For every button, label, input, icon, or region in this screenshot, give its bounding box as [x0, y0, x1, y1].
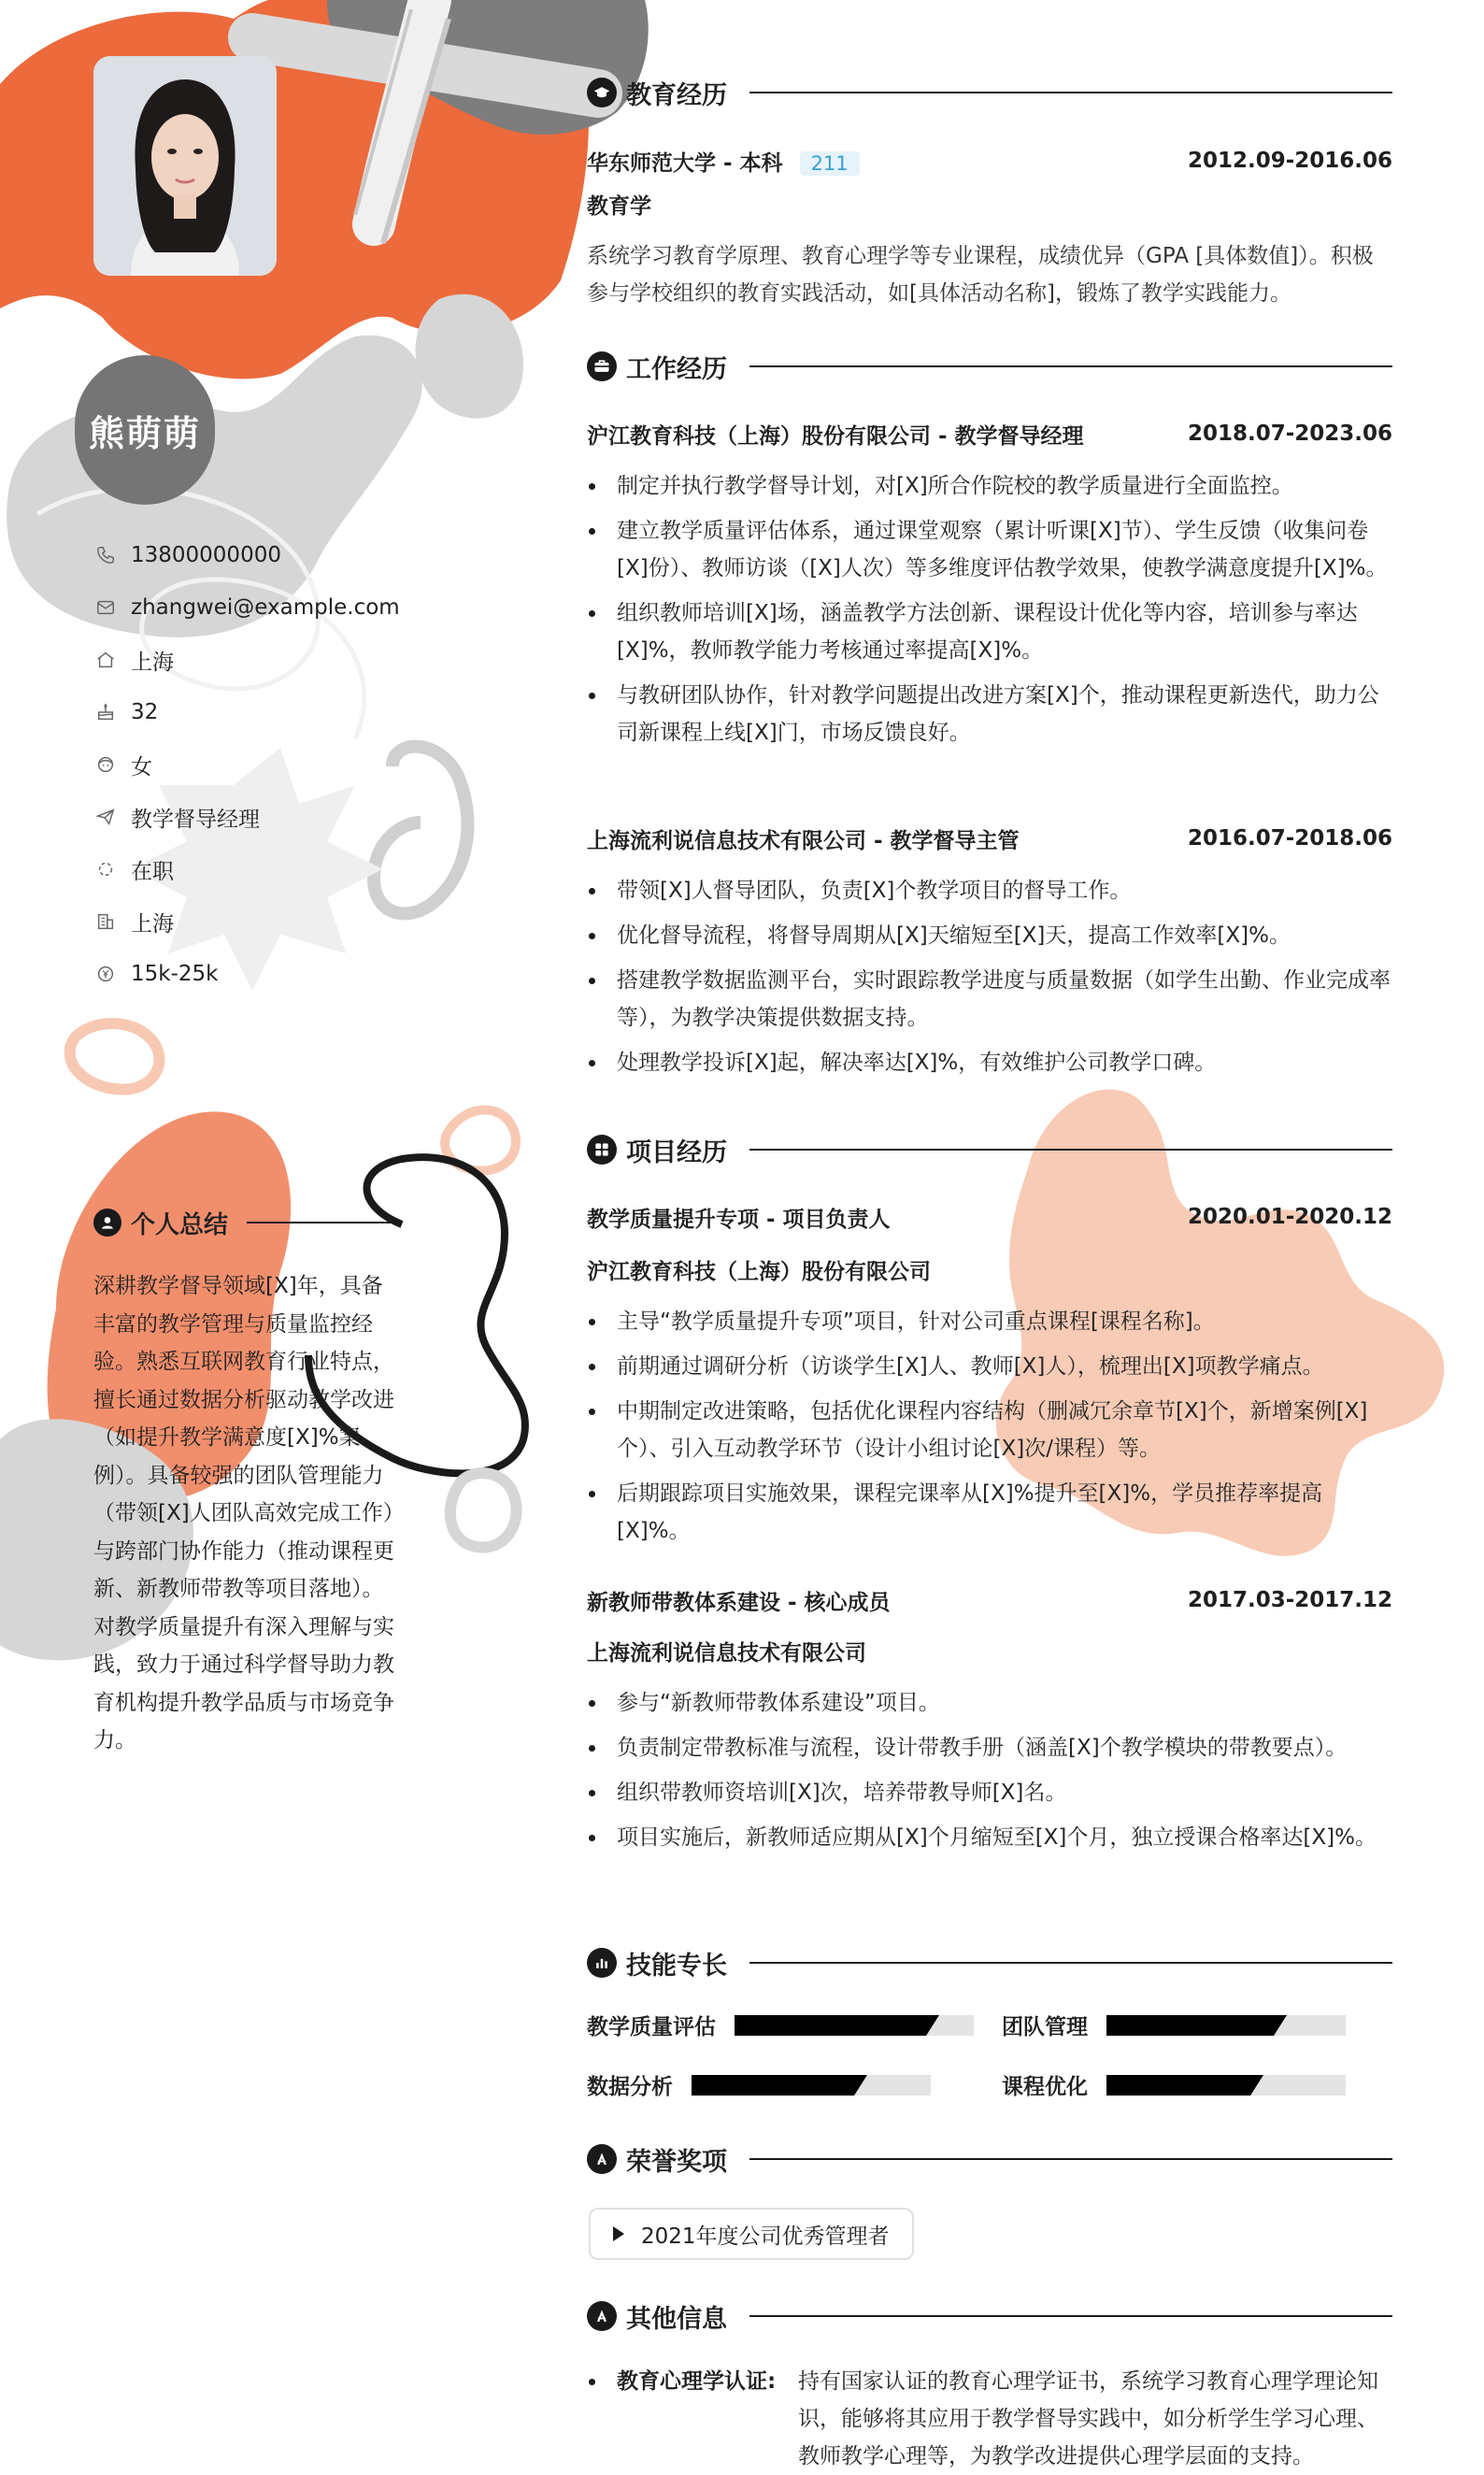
contact-phone: [93, 529, 430, 581]
skill-name: 团队管理: [1002, 2015, 1088, 2039]
list-item: 参与“新教师带教体系建设”项目。: [587, 1684, 1392, 1722]
education-school-wrap: [587, 146, 860, 177]
contact-salary: [93, 948, 430, 1000]
skill-fill: [1106, 2015, 1274, 2036]
project-1-bullets: [587, 1303, 1392, 1557]
education-header: [587, 73, 1392, 112]
education-title: 教育经历: [626, 80, 727, 110]
skill-item: [587, 2069, 931, 2100]
contact-city-value: 上海: [131, 911, 174, 937]
list-item: 负责制定带教标准与流程，设计带教手册（涵盖[X]个教学模块的带教要点）。: [587, 1729, 1392, 1767]
contact-list: [93, 529, 430, 1000]
education-date: 2012.09-2016.06: [1187, 149, 1392, 173]
contact-city: [93, 895, 430, 948]
education-school: 华东师范大学 - 本科: [587, 150, 783, 176]
skill-fill: [692, 2075, 854, 2096]
list-item: 制定并执行教学督导计划，对[X]所合作院校的教学质量进行全面监控。: [587, 467, 1392, 505]
skill-fill: [735, 2015, 926, 2036]
education-row: [587, 142, 1392, 179]
award-label: 2021年度公司优秀管理者: [641, 2224, 890, 2249]
contact-gender-value: 女: [131, 754, 152, 780]
contact-salary-value: 15k-25k: [131, 962, 219, 986]
awards-header: [587, 2139, 1392, 2179]
other-title: 其他信息: [626, 2304, 727, 2334]
graduation-cap-icon: [587, 78, 617, 107]
contact-age-value: 32: [131, 700, 159, 724]
contact-email: [93, 581, 430, 634]
skill-item: [587, 2010, 974, 2040]
skill-bar: [1106, 2075, 1346, 2096]
phone-icon: [93, 543, 118, 567]
other-label: 教育心理学认证:: [617, 2369, 777, 2394]
list-item: 搭建教学数据监测平台，实时跟踪教学进度与质量数据（如学生出勤、作业完成率等），为教学决策提供数据支持。: [587, 962, 1392, 1037]
list-item: 前期通过调研分析（访谈学生[X]人、教师[X]人），梳理出[X]项教学痛点。: [587, 1348, 1392, 1385]
skill-bar: [735, 2015, 974, 2036]
cake-icon: [93, 700, 118, 724]
project-2-row: [587, 1581, 1392, 1619]
skill-bar: [692, 2075, 931, 2096]
contact-status: [93, 843, 430, 895]
list-item: 优化督导流程，将督导周期从[X]天缩短至[X]天，提高工作效率[X]%。: [587, 917, 1392, 954]
avatar-photo: [93, 56, 277, 276]
user-icon: [93, 1209, 121, 1237]
projects-divider: [749, 1149, 1392, 1151]
skills-header: [587, 1943, 1392, 1982]
job-1-bullets: [587, 467, 1392, 759]
contact-email-value: zhangwei@example.com: [131, 595, 400, 620]
skills-title: 技能专长: [626, 1951, 727, 1981]
peach-ring-left: [70, 1023, 160, 1090]
summary-title: 个人总结: [131, 1210, 229, 1239]
gray-oval: [450, 1473, 517, 1547]
projects-title: 项目经历: [626, 1137, 727, 1167]
summary-text: 深耕教学督导领域[X]年，具备丰富的教学管理与质量监控经验。熟悉互联网教育行业特点，擅长通过数据分析驱动教学改进（如提升教学满意度[X]%案例）。具备较强的团队管理能力（带领[X]人团队高效完成工作）与跨部门协作能力（推动课程更新、新教师带教等项目落地）。对教学质量提升有深入理解与实践，致力于通过科学督导助力教育机构提升教学品质与市场竞争力。: [93, 1274, 394, 1753]
building-icon: [93, 909, 118, 934]
bullet-dot: [589, 2379, 595, 2385]
job-2-company: 上海流利说信息技术有限公司 - 教学督导主管: [587, 828, 1020, 853]
work-header: [587, 347, 1392, 386]
play-icon: [613, 2226, 624, 2241]
awards-title: 荣誉奖项: [626, 2147, 727, 2177]
project-2-org: 上海流利说信息技术有限公司: [587, 1641, 866, 1666]
list-item: 处理教学投诉[X]起，解决率达[X]%，有效维护公司教学口碑。: [587, 1044, 1392, 1081]
other-header: [587, 2296, 1392, 2336]
contact-position-value: 教学督导经理: [131, 807, 260, 832]
skills-divider: [749, 1962, 1392, 1964]
contact-age: [93, 686, 430, 738]
list-item: 组织教师培训[X]场，涵盖教学方法创新、课程设计优化等内容，培训参与率达[X]%，教师教学能力考核通过率提高[X]%。: [587, 594, 1392, 669]
award-icon: [587, 2144, 617, 2174]
job-2-row: [587, 820, 1392, 857]
education-major: 教育学: [587, 194, 651, 219]
summary-divider: [247, 1222, 402, 1223]
contact-phone-value: 13800000000: [131, 543, 281, 567]
project-2-bullets: [587, 1684, 1392, 1864]
candidate-name: 熊萌萌: [75, 355, 215, 505]
gender-icon: [93, 752, 118, 777]
summary-header: [93, 1204, 402, 1241]
project-2-name: 新教师带教体系建设 - 核心成员: [587, 1590, 891, 1615]
project-1-name: 教学质量提升专项 - 项目负责人: [587, 1207, 891, 1232]
job-1-row: [587, 415, 1392, 452]
other-item: [587, 2363, 1392, 2475]
skill-bar: [1106, 2015, 1346, 2036]
list-item: 建立教学质量评估体系，通过课堂观察（累计听课[X]节）、学生反馈（收集问卷[X]份）、教师访谈（[X]人次）等多维度评估教学效果，使教学满意度提升[X]%。: [587, 512, 1392, 587]
status-icon: [93, 857, 118, 881]
other-text: 持有国家认证的教育心理学证书，系统学习教育心理学理论知识，能够将其应用于教学督导实践中，如分析学生学习心理、教师教学心理等，为教学改进提供心理学层面的支持。: [798, 2369, 1378, 2468]
briefcase-icon: [587, 351, 617, 381]
job-1-company: 沪江教育科技（上海）股份有限公司 - 教学督导经理: [587, 423, 1084, 449]
education-desc: 系统学习教育学原理、教育心理学等专业课程，成绩优异（GPA [具体数值]）。积极参与学校组织的教育实践活动，如[具体活动名称]，锻炼了教学实践能力。: [587, 244, 1374, 306]
skill-item: [1002, 2069, 1346, 2100]
work-divider: [749, 365, 1392, 367]
salary-icon: [93, 962, 118, 986]
job-1-date: 2018.07-2023.06: [1187, 422, 1392, 446]
contact-status-value: 在职: [131, 859, 174, 884]
project-1-date: 2020.01-2020.12: [1187, 1205, 1392, 1229]
list-item: 中期制定改进策略，包括优化课程内容结构（删减冗余章节[X]个，新增案例[X]个）、引入互动教学环节（设计小组讨论[X]次/课程）等。: [587, 1393, 1392, 1467]
home-icon: [93, 648, 118, 672]
list-item: 带领[X]人督导团队，负责[X]个教学项目的督导工作。: [587, 872, 1392, 909]
skill-item: [1002, 2010, 1346, 2040]
list-item: 后期跟踪项目实施效果，课程完课率从[X]%提升至[X]%，学员推荐率提高[X]%。: [587, 1475, 1392, 1550]
list-item: 组织带教师资培训[X]次，培养带教导师[X]名。: [587, 1774, 1392, 1811]
project-2-date: 2017.03-2017.12: [1187, 1588, 1392, 1612]
projects-header: [587, 1130, 1392, 1169]
skill-fill: [1106, 2075, 1250, 2096]
bar-chart-icon: [587, 1948, 617, 1978]
skill-name: 教学质量评估: [587, 2015, 716, 2039]
work-title: 工作经历: [626, 354, 727, 384]
project-1-row: [587, 1198, 1392, 1236]
skill-name: 课程优化: [1002, 2075, 1088, 2099]
other-divider: [749, 2315, 1392, 2317]
list-item: 主导“教学质量提升专项”项目，针对公司重点课程[课程名称]。: [587, 1303, 1392, 1340]
mail-icon: [93, 595, 118, 620]
skill-name: 数据分析: [587, 2075, 673, 2099]
list-item: 与教研团队协作，针对教学问题提出改进方案[X]个，推动课程更新迭代，助力公司新课程上线[X]门，市场反馈良好。: [587, 677, 1392, 751]
project-1-org: 沪江教育科技（上海）股份有限公司: [587, 1260, 931, 1284]
award-tag: [589, 2208, 914, 2260]
contact-position: [93, 791, 430, 843]
grid-icon: [587, 1135, 617, 1165]
send-icon: [93, 805, 118, 829]
contact-home-value: 上海: [131, 650, 174, 675]
job-2-bullets: [587, 872, 1392, 1089]
awards-divider: [749, 2158, 1392, 2160]
contact-home: [93, 634, 430, 686]
contact-gender: [93, 738, 430, 791]
school-badge: 211: [800, 151, 860, 176]
job-2-date: 2016.07-2018.06: [1187, 826, 1392, 851]
list-item: 项目实施后，新教师适应期从[X]个月缩短至[X]个月，独立授课合格率达[X]%。: [587, 1819, 1392, 1856]
education-divider: [749, 92, 1392, 93]
info-icon: [587, 2301, 617, 2331]
